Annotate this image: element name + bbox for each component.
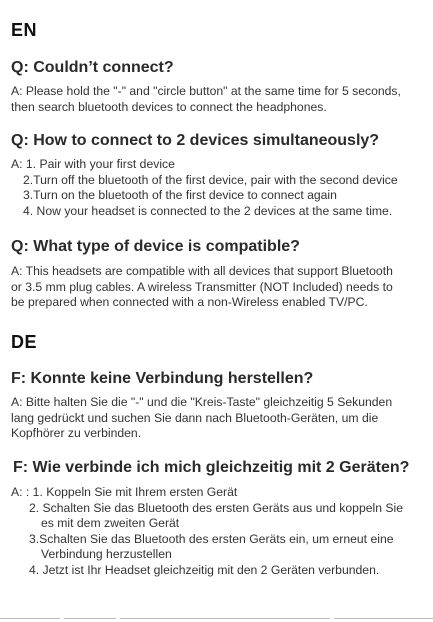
answer-line: then search bluetooth devices to connect the headphones.: [11, 99, 327, 114]
answer-line: 4. Now your headset is connected to the 2 devices at the same time.: [23, 203, 393, 218]
question-en-1: Q: Couldn’t connect?: [11, 59, 174, 76]
answer-en-2: [11, 157, 398, 219]
answer-en-1: [11, 84, 401, 115]
question-de-2: F: Wie verbinde ich mich gleichzeitig mit 2 Geräten?: [13, 459, 410, 476]
footer-rule-segment: [334, 618, 433, 619]
question-en-3: Q: What type of device is compatible?: [11, 238, 300, 255]
answer-line: 3.Schalten Sie das Bluetooth des ersten Geräts ein, um erneut eine: [29, 531, 394, 546]
answer-line: Verbindung herzustellen: [41, 547, 172, 561]
answer-line: 3.Turn on the bluetooth of the first device to connect again: [23, 188, 337, 202]
answer-en-3: [11, 264, 393, 311]
question-de-1: F: Konnte keine Verbindung herstellen?: [11, 370, 314, 387]
footer-rule-segment: [0, 618, 60, 619]
footer-rule: [0, 617, 433, 622]
footer-rule-segment: [120, 618, 330, 619]
answer-line: or 3.5 mm plug cables. A wireless Transmitter (NOT Included) needs to: [11, 279, 393, 294]
answer-line: 2. Schalten Sie das Bluetooth des ersten Geräts aus und koppeln Sie: [29, 500, 403, 515]
answer-line: A: : 1. Koppeln Sie mit Ihrem ersten Gerät: [11, 485, 238, 499]
answer-line: 2.Turn off the bluetooth of the first device, pair with the second device: [23, 172, 398, 187]
footer-rule-segment: [64, 618, 116, 619]
answer-line: A: This headsets are compatible with all devices that support Bluetooth: [11, 264, 393, 278]
answer-de-1: [11, 395, 392, 442]
answer-line: be prepared when connected with a non-Wireless enabled TV/PC.: [11, 295, 368, 309]
section-heading-de: DE: [11, 332, 38, 352]
answer-line: A: Please hold the "-" and "circle button" at the same time for 5 seconds,: [11, 84, 401, 98]
question-en-2: Q: How to connect to 2 devices simultaneously?: [11, 132, 380, 149]
answer-line: 4. Jetzt ist Ihr Headset gleichzeitig mit den 2 Geräten verbunden.: [29, 562, 380, 577]
answer-line: lang gedrückt und suchen Sie dann nach Bluetooth-Geräten, um die: [11, 410, 379, 425]
answer-line: A: 1. Pair with your first device: [11, 157, 175, 171]
answer-de-2: [11, 485, 403, 578]
answer-line: es mit dem zweiten Gerät: [41, 516, 180, 530]
section-heading-en: EN: [11, 20, 38, 40]
answer-line: Kopfhörer zu verbinden.: [11, 426, 142, 440]
answer-line: A: Bitte halten Sie die "-" und die "Kreis-Taste" gleichzeitig 5 Sekunden: [11, 395, 393, 409]
